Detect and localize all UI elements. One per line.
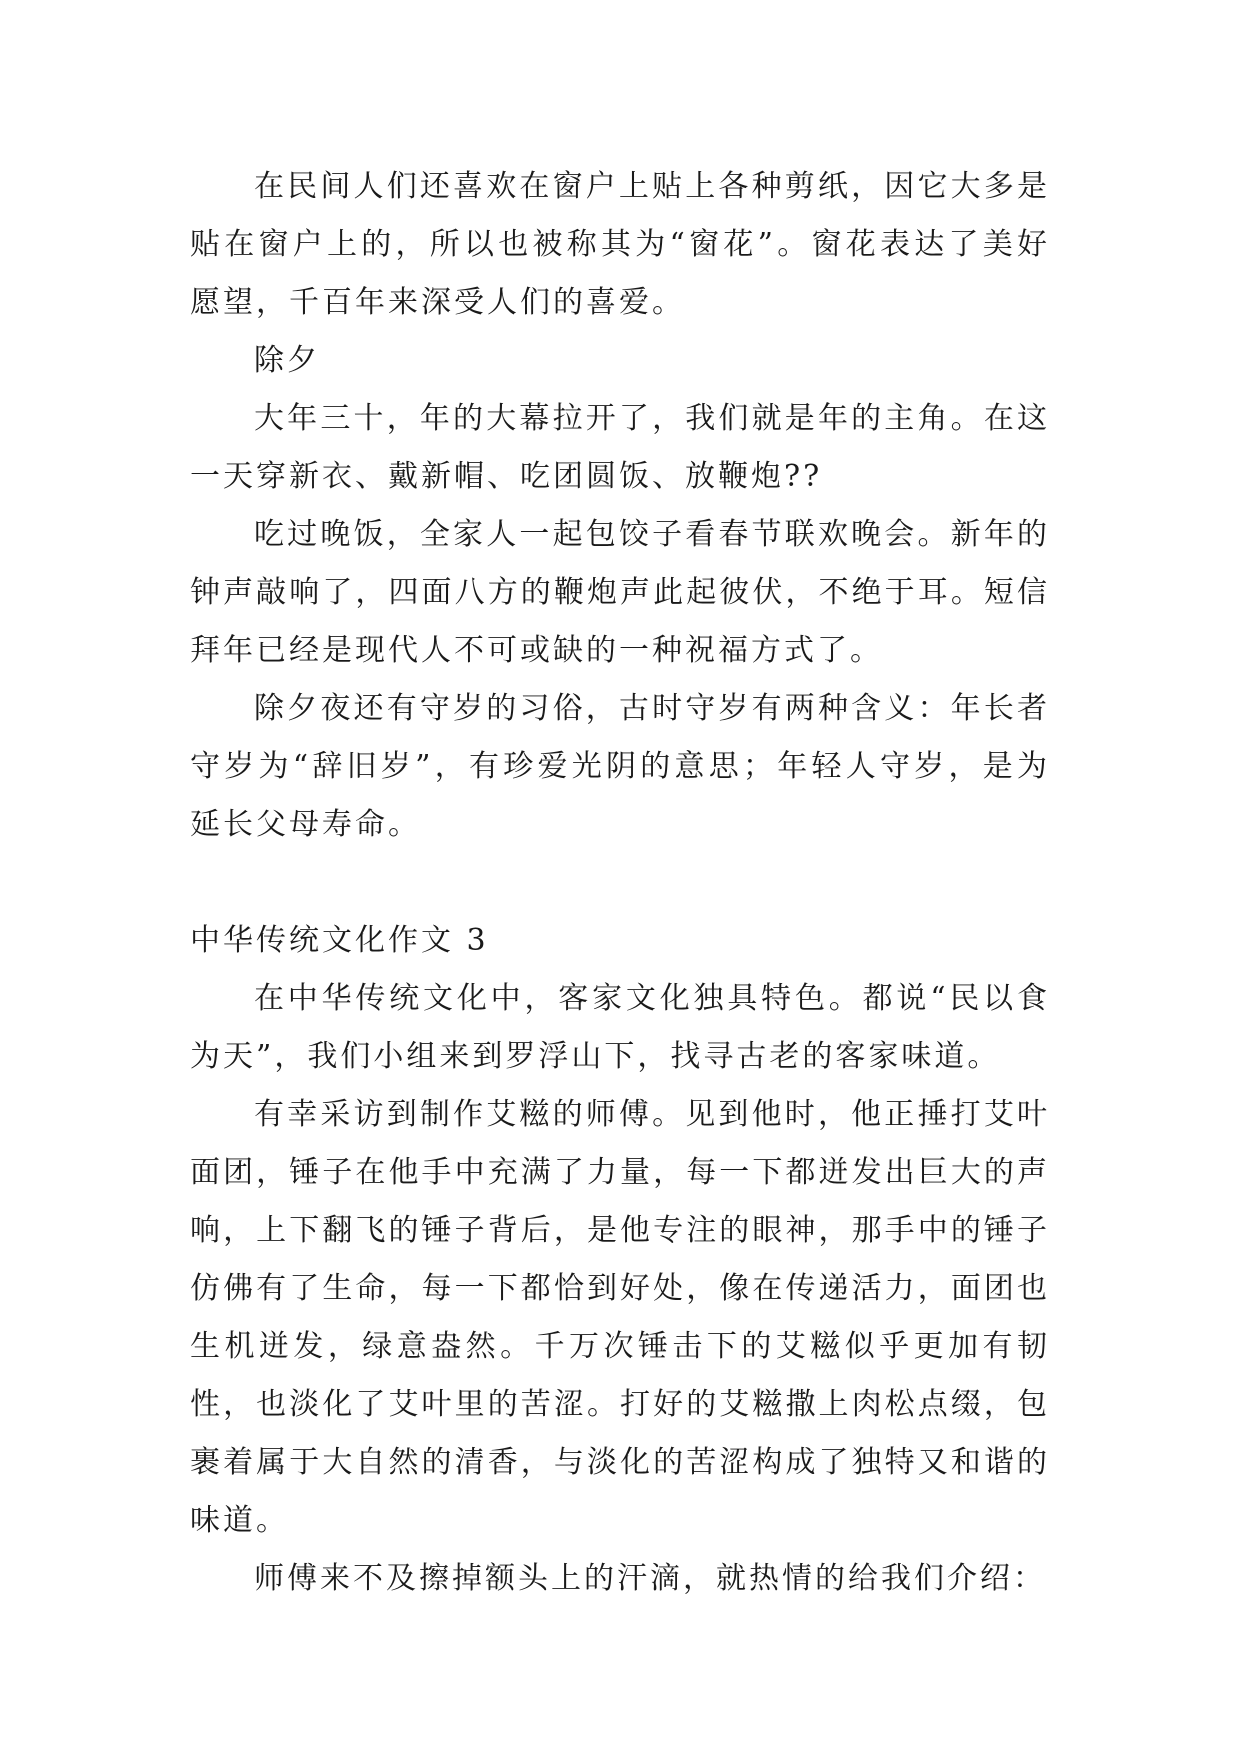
paragraph-new-years-eve-day: 大年三十，年的大幕拉开了，我们就是年的主角。在这一天穿新衣、戴新帽、吃团圆饭、放鞭炮?? xyxy=(190,401,1050,494)
paragraph-shousui: 除夕夜还有守岁的习俗，古时守岁有两种含义：年长者守岁为“辞旧岁”，有珍爱光阴的意思；年轻人守岁，是为延长父母寿命。 xyxy=(190,691,1050,842)
paragraph-new-years-eve-dinner: 吃过晚饭，全家人一起包饺子看春节联欢晚会。新年的钟声敲响了，四面八方的鞭炮声此起彼伏，不绝于耳。短信拜年已经是现代人不可或缺的一种祝福方式了。 xyxy=(190,517,1050,668)
document-body xyxy=(190,158,1050,1608)
paragraph-window-flowers: 在民间人们还喜欢在窗户上贴上各种剪纸，因它大多是贴在窗户上的，所以也被称其为“窗花”。窗花表达了美好愿望，千百年来深受人们的喜爱。 xyxy=(190,169,1050,320)
section-title: 中华传统文化作文 3 xyxy=(190,923,489,958)
paragraph-aici-master: 有幸采访到制作艾糍的师傅。见到他时，他正捶打艾叶面团，锤子在他手中充满了力量，每一下都迸发出巨大的声响，上下翻飞的锤子背后，是他专注的眼神，那手中的锤子仿佛有了生命，每一下都恰到好处，像在传递活力，面团也生机迸发，绿意盎然。千万次锤击下的艾糍似乎更加有韧性，也淡化了艾叶里的苦涩。打好的艾糍撒上肉松点缀，包裹着属于大自然的清香，与淡化的苦涩构成了独特又和谐的味道。 xyxy=(190,1097,1050,1538)
section-spacer xyxy=(190,854,1050,912)
paragraph-master-intro: 师傅来不及擦掉额头上的汗滴，就热情的给我们介绍： xyxy=(254,1561,1046,1596)
paragraph-hakka-culture: 在中华传统文化中，客家文化独具特色。都说“民以食为天”，我们小组来到罗浮山下，找寻古老的客家味道。 xyxy=(190,981,1050,1074)
subheading-new-years-eve: 除夕 xyxy=(254,343,320,378)
